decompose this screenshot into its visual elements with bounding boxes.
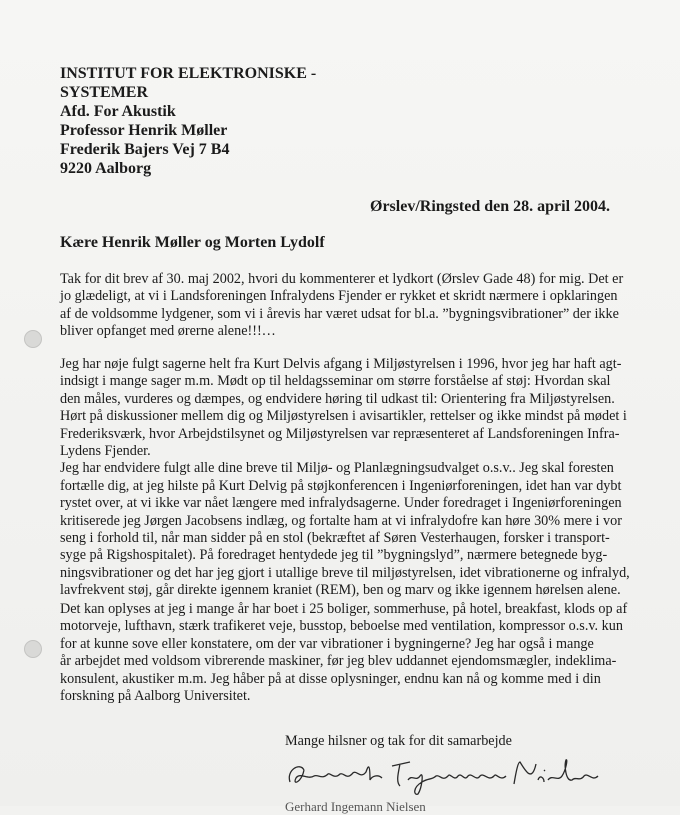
text-line: Det kan oplyses at jeg i mange år har boet i 25 boliger, sommerhuse, på hotel, breakfast, klods op af — [60, 601, 628, 617]
date-line: Ørslev/Ringsted den 28. april 2004. — [370, 198, 611, 215]
punch-hole — [24, 640, 42, 658]
text-line: rystet over, at vi ikke var nået længere med infralydsagerne. Under foredraget i Ingeniørforeningen — [60, 495, 622, 512]
text-line: syge på Rigshospitalet). På foredraget hentydede jeg til ”bygningslyd”, nærmere betegnede byg- — [60, 547, 608, 564]
address-line: Professor Henrik Møller — [60, 122, 228, 139]
address-line: INSTITUT FOR ELEKTRONISKE - — [60, 65, 317, 82]
text-line: år arbejdet med voldsom vibrerende maskiner, før jeg blev uddannet ejendomsmægler, indeklima- — [60, 653, 617, 670]
text-line: forskning på Aalborg Universitet. — [60, 688, 251, 705]
text-line: ningsvibrationer og det har jeg gjort i utallige breve til miljøstyrelsen, idet vibrationerne og infralyd, — [60, 564, 630, 581]
text-line: motorveje, lufthavn, stærk trafikeret veje, busstop, beboelse med ventilation, kompressor o.s.v. kun — [60, 618, 623, 635]
text-line: jo glædeligt, at vi i Landsforeningen Infralydens Fjender er rykket et skridt nærmere i opklaringen — [60, 288, 618, 305]
text-line: bliver opfanget med ørerne alene!!!… — [60, 323, 276, 340]
text-line: Jeg har nøje fulgt sagerne helt fra Kurt Delvis afgang i Miljøstyrelsen i 1996, hvor jeg har haft agt- — [60, 356, 622, 372]
paragraph-1 — [60, 271, 644, 341]
text-line: den måles, vurderes og dæmpes, og endvidere høring til udkast til: Orientering fra Miljøstyrelsen. — [60, 390, 615, 407]
salutation: Kære Henrik Møller og Morten Lydolf — [60, 234, 325, 251]
text-line: Lydens Fjender. — [60, 443, 151, 460]
text-line: Hørt på diskussioner mellem dig og Miljøstyrelsen i avisartikler, rettelser og ikke mindst på mødet i — [60, 408, 627, 425]
text-line: seng i forhold til, når man sidder på en stol (bekræftet af Søren Vesterhaugen, forsker i transport- — [60, 530, 610, 547]
punch-hole — [24, 330, 42, 348]
text-line: indsigt i mange sager m.m. Mødt op til heldagsseminar om større forståelse af støj: Hvordan skal — [60, 373, 611, 390]
text-line: Jeg har endvidere fulgt alle dine breve til Miljø- og Planlægningsudvalget o.s.v.. Jeg skal foresten — [60, 460, 614, 477]
paragraph-2 — [60, 356, 644, 600]
text-line: kritiserede jeg Jørgen Jacobsens indlæg, og fortalte ham at vi infralydofre kan høre 30% mere i vor — [60, 512, 622, 529]
text-line: fortælle dig, at jeg hilste på Kurt Delvig på støjkonferencen i Ingeniørforeningen, idet han var dybt — [60, 477, 622, 494]
closing-line: Mange hilsner og tak for dit samarbejde — [285, 733, 512, 749]
text-line: Frederiksværk, hvor Arbejdstilsynet og Miljøstyrelsen var repræsenteret af Landsforeningen Infra- — [60, 425, 620, 442]
paragraph-3 — [60, 601, 644, 705]
address-line: Frederik Bajers Vej 7 B4 — [60, 141, 230, 158]
text-line: af de voldsomme lydgener, som vi i årevis har været udsat for bl.a. ”bygningsvibrationer” der ikke — [60, 305, 619, 322]
text-line: for at kunne sove eller konstatere, om der var vibrationer i bygningerne? Jeg har også i mange — [60, 635, 594, 652]
address-line: Afd. For Akustik — [60, 103, 176, 120]
text-line: Tak for dit brev af 30. maj 2002, hvori du kommenterer et lydkort (Ørslev Gade 48) for mig. Det er — [60, 271, 624, 287]
text-line: lavfrekvent støj, går direkte igennem kraniet (REM), ben og marv og ikke igennem hørelsen alene. — [60, 582, 621, 599]
recipient-address — [60, 64, 316, 178]
address-line: SYSTEMER — [60, 84, 149, 101]
text-line: konsulent, akustiker m.m. Jeg håber på at disse oplysninger, endnu kan nå og komme med i din — [60, 670, 601, 687]
typed-signature-name: Gerhard Ingemann Nielsen — [285, 799, 426, 814]
handwritten-signature — [282, 752, 612, 798]
address-line: 9220 Aalborg — [60, 160, 152, 177]
